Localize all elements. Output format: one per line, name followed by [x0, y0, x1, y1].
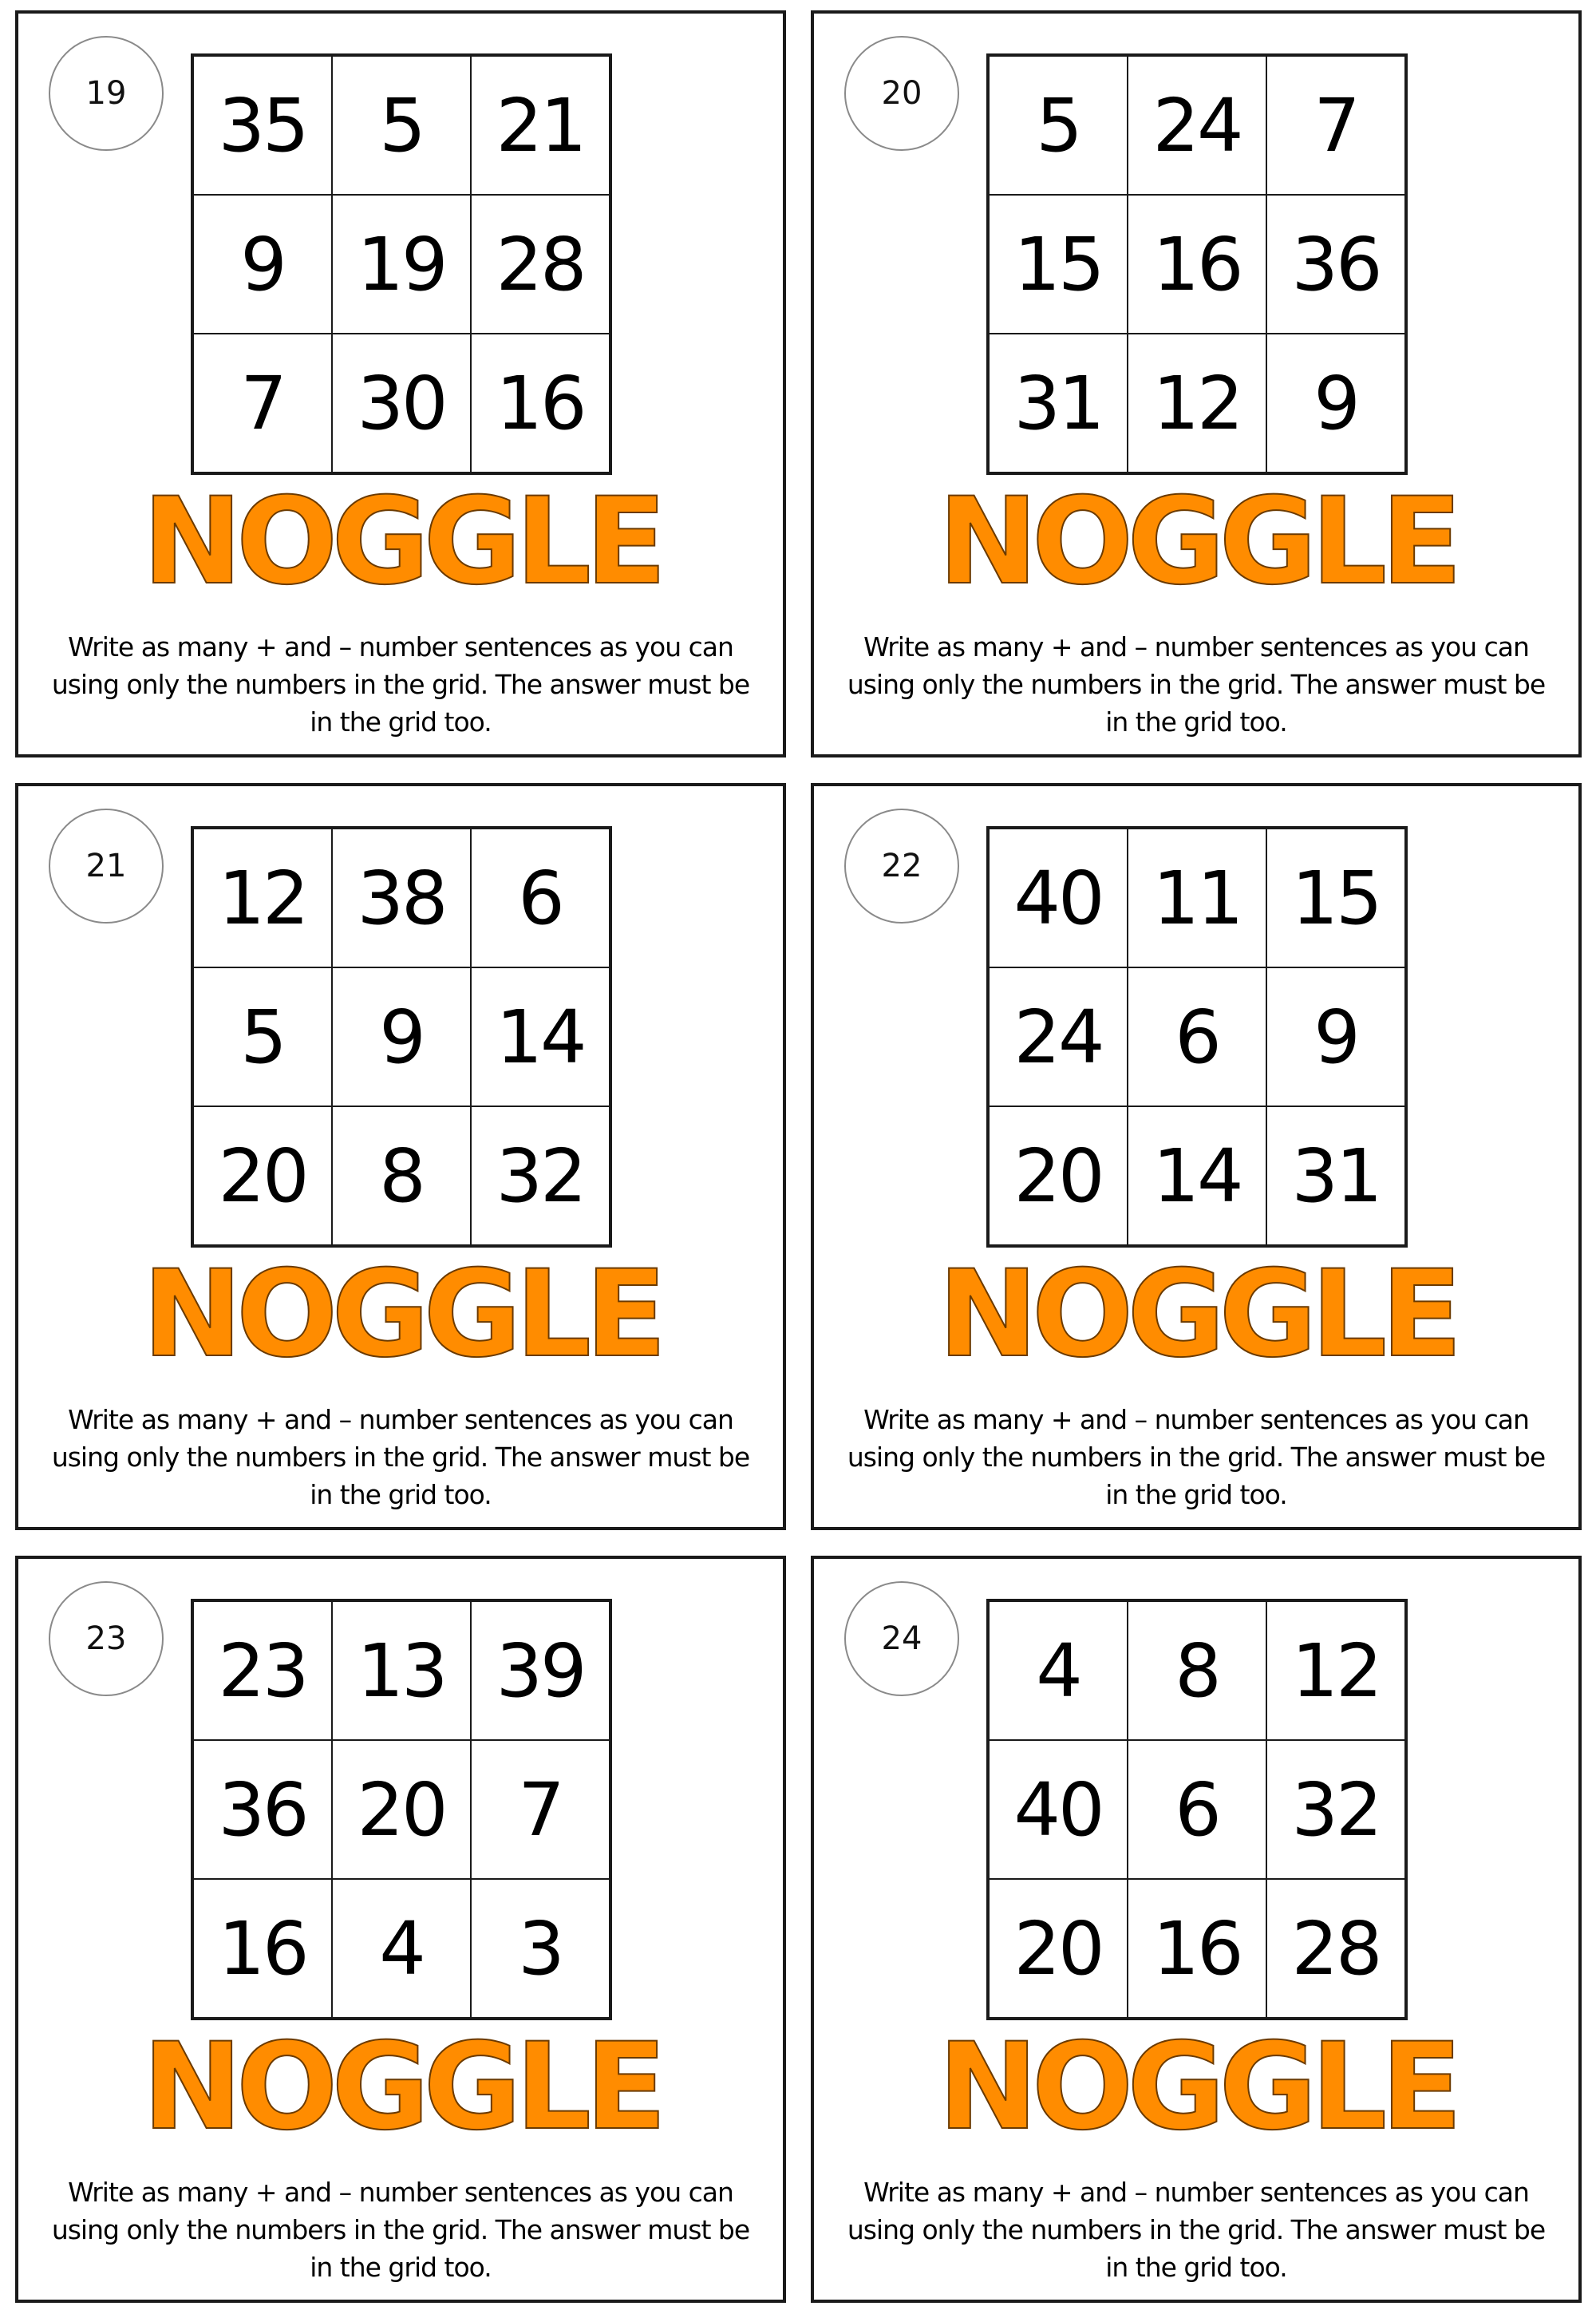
noggle-title: NOGGLE — [142, 2018, 661, 2157]
grid-cell: 31 — [989, 334, 1128, 473]
noggle-card-24 — [811, 1556, 1582, 2303]
grid-cell: 38 — [332, 829, 471, 967]
grid-cell: 40 — [989, 829, 1128, 967]
grid-cell: 20 — [332, 1740, 471, 1879]
grid-cell: 7 — [471, 1740, 610, 1879]
grid-cell: 8 — [1128, 1601, 1266, 1740]
grid-cell: 16 — [1128, 195, 1266, 334]
noggle-card-19 — [15, 10, 786, 757]
card-number: 22 — [844, 809, 959, 924]
grid-cell: 9 — [1266, 334, 1405, 473]
card-number: 19 — [49, 36, 164, 151]
card-number: 23 — [49, 1581, 164, 1696]
grid-cell: 16 — [471, 334, 610, 473]
grid-cell: 20 — [193, 1106, 332, 1245]
grid-cell: 31 — [1266, 1106, 1405, 1245]
noggle-title: NOGGLE — [938, 1245, 1456, 1384]
noggle-card-20 — [811, 10, 1582, 757]
grid-cell: 16 — [1128, 1879, 1266, 2018]
noggle-title: NOGGLE — [938, 473, 1456, 611]
number-grid — [986, 826, 1408, 1248]
grid-cell: 8 — [332, 1106, 471, 1245]
grid-cell: 36 — [193, 1740, 332, 1879]
number-grid — [986, 53, 1408, 475]
card-number: 20 — [844, 36, 959, 151]
grid-cell: 6 — [1128, 967, 1266, 1106]
instructions: Write as many + and – number sentences as you can using only the numbers in the grid. The answer must be in the grid too. — [51, 631, 750, 738]
grid-cell: 28 — [1266, 1879, 1405, 2018]
number-grid — [986, 1599, 1408, 2020]
grid-cell: 32 — [1266, 1740, 1405, 1879]
grid-cell: 36 — [1266, 195, 1405, 334]
grid-cell: 23 — [193, 1601, 332, 1740]
instructions: Write as many + and – number sentences as you can using only the numbers in the grid. The answer must be in the grid too. — [847, 1404, 1546, 1510]
grid-cell: 20 — [989, 1106, 1128, 1245]
grid-cell: 28 — [471, 195, 610, 334]
grid-cell: 15 — [1266, 829, 1405, 967]
instructions: Write as many + and – number sentences as you can using only the numbers in the grid. The answer must be in the grid too. — [51, 2177, 750, 2283]
grid-cell: 9 — [1266, 967, 1405, 1106]
grid-cell: 7 — [193, 334, 332, 473]
grid-cell: 12 — [193, 829, 332, 967]
grid-cell: 24 — [1128, 56, 1266, 195]
noggle-title: NOGGLE — [142, 473, 661, 611]
grid-cell: 19 — [332, 195, 471, 334]
number-grid — [191, 1599, 612, 2020]
grid-cell: 4 — [989, 1601, 1128, 1740]
grid-cell: 24 — [989, 967, 1128, 1106]
number-grid — [191, 53, 612, 475]
grid-cell: 35 — [193, 56, 332, 195]
grid-cell: 5 — [193, 967, 332, 1106]
card-number: 21 — [49, 809, 164, 924]
grid-cell: 32 — [471, 1106, 610, 1245]
grid-cell: 21 — [471, 56, 610, 195]
grid-cell: 7 — [1266, 56, 1405, 195]
noggle-card-23 — [15, 1556, 786, 2303]
grid-cell: 39 — [471, 1601, 610, 1740]
grid-cell: 30 — [332, 334, 471, 473]
grid-cell: 14 — [1128, 1106, 1266, 1245]
grid-cell: 5 — [989, 56, 1128, 195]
grid-cell: 13 — [332, 1601, 471, 1740]
noggle-card-21 — [15, 783, 786, 1530]
grid-cell: 12 — [1128, 334, 1266, 473]
grid-cell: 40 — [989, 1740, 1128, 1879]
card-number: 24 — [844, 1581, 959, 1696]
noggle-card-22 — [811, 783, 1582, 1530]
grid-cell: 20 — [989, 1879, 1128, 2018]
grid-cell: 3 — [471, 1879, 610, 2018]
grid-cell: 9 — [332, 967, 471, 1106]
grid-cell: 6 — [471, 829, 610, 967]
grid-cell: 9 — [193, 195, 332, 334]
instructions: Write as many + and – number sentences as you can using only the numbers in the grid. The answer must be in the grid too. — [847, 2177, 1546, 2283]
grid-cell: 12 — [1266, 1601, 1405, 1740]
grid-cell: 5 — [332, 56, 471, 195]
grid-cell: 16 — [193, 1879, 332, 2018]
number-grid — [191, 826, 612, 1248]
noggle-title: NOGGLE — [938, 2018, 1456, 2157]
grid-cell: 14 — [471, 967, 610, 1106]
grid-cell: 11 — [1128, 829, 1266, 967]
grid-cell: 4 — [332, 1879, 471, 2018]
instructions: Write as many + and – number sentences as you can using only the numbers in the grid. The answer must be in the grid too. — [51, 1404, 750, 1510]
grid-cell: 15 — [989, 195, 1128, 334]
grid-cell: 6 — [1128, 1740, 1266, 1879]
noggle-title: NOGGLE — [142, 1245, 661, 1384]
instructions: Write as many + and – number sentences as you can using only the numbers in the grid. The answer must be in the grid too. — [847, 631, 1546, 738]
